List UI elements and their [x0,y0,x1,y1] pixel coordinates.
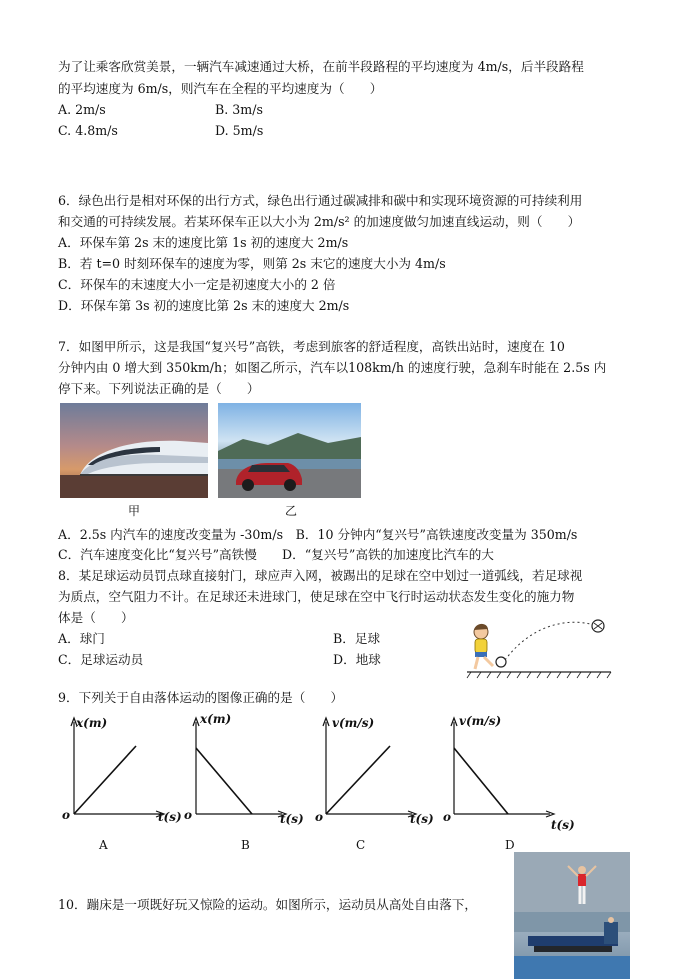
graph-c-ylabel: v(m/s) [332,716,375,730]
q8-stem-line-3: 体是（ ） [58,610,134,625]
q6-option-c: C．环保车的末速度大小一定是初速度大小的 2 倍 [58,277,336,292]
q6-option-a: A．环保车第 2s 末的速度比第 1s 初的速度大 2m/s [58,235,349,250]
photo-label-yi: 乙 [285,504,298,518]
q8-stem-line-2: 为质点，空气阻力不计。在足球还未进球门，使足球在空中飞行时运动状态发生变化的施力物 [58,589,575,604]
q6-stem-line-1: 6．绿色出行是相对环保的出行方式，绿色出行通过碳减排和碳中和实现环境资源的可持续利用 [58,193,583,208]
q7-stem-line-3: 停下来。下列说法正确的是（ ） [58,381,260,396]
q8-option-a: A．球门 [58,631,105,646]
graph-c-letter: C [356,838,366,852]
car-photo [218,403,361,498]
q8-option-d: D．地球 [333,652,381,667]
q6-option-b: B．若 t=0 时刻环保车的速度为零，则第 2s 末它的速度大小为 4m/s [58,256,446,271]
q7-stem-line-1: 7．如图甲所示，这是我国“复兴号”高铁，考虑到旅客的舒适程度，高铁出站时，速度在 10 [58,339,565,354]
graph-b-xlabel: t(s) [280,812,304,826]
graph-a-ylabel: x(m) [76,716,108,730]
q7-options-line-1: A．2.5s 内汽车的速度改变量为 -30m/s B．10 分钟内“复兴号”高铁速度改变量为 350m/s [58,527,578,542]
graph-b-ylabel: x(m) [200,712,232,726]
high-speed-train-photo [60,403,208,498]
graph-c-xlabel: t(s) [410,812,434,826]
q8-option-b: B．足球 [333,631,381,646]
q8-option-c: C．足球运动员 [58,652,144,667]
q6-stem-line-2: 和交通的可持续发展。若某环保车正以大小为 2m/s² 的加速度做匀加速直线运动，则（ ） [58,214,581,229]
q8-stem-line-1: 8．某足球运动员罚点球直接射门，球应声入网，被踢出的足球在空中划过一道弧线，若足球视 [58,568,583,583]
graph-d-letter: D [505,838,515,852]
q7-stem-line-2: 分钟内由 0 增大到 350km/h；如图乙所示，汽车以108km/h 的速度行驶，急刹车时能在 2.5s 内 [58,360,607,375]
q6-option-d: D．环保车第 3s 初的速度比第 2s 末的速度大 2m/s [58,298,350,313]
graph-b-origin: o [184,808,193,822]
q7-options-line-2: C．汽车速度变化比“复兴号”高铁慢 D．“复兴号”高铁的加速度比汽车的大 [58,547,494,562]
graph-a-letter: A [99,838,108,852]
photo-label-jia: 甲 [128,504,141,518]
q10-stem: 10．蹦床是一项既好玩又惊险的运动。如图所示，运动员从高处自由落下， [58,897,478,912]
q5-option-b: B. 3m/s [215,102,263,117]
graph-a-xlabel: t(s) [158,810,182,824]
q5-option-d: D. 5m/s [215,123,264,138]
graph-d-origin: o [443,810,452,824]
q5-option-c: C. 4.8m/s [58,123,118,138]
graph-d-ylabel: v(m/s) [459,714,502,728]
q5-stem-line-1: 为了让乘客欣赏美景，一辆汽车减速通过大桥，在前半段路程的平均速度为 4m/s，后半段路程 [58,59,584,74]
graph-a-origin: o [62,808,71,822]
trampoline-photo [514,852,630,979]
soccer-kick-illustration [465,614,615,680]
q9-stem: 9．下列关于自由落体运动的图像正确的是（ ） [58,690,344,705]
q5-stem-line-2: 的平均速度为 6m/s，则汽车在全程的平均速度为（ ） [58,81,383,96]
graph-b-letter: B [241,838,250,852]
graph-d [444,714,564,834]
graph-c-origin: o [315,810,324,824]
q5-option-a: A. 2m/s [58,102,106,117]
graph-d-xlabel: t(s) [551,818,575,832]
